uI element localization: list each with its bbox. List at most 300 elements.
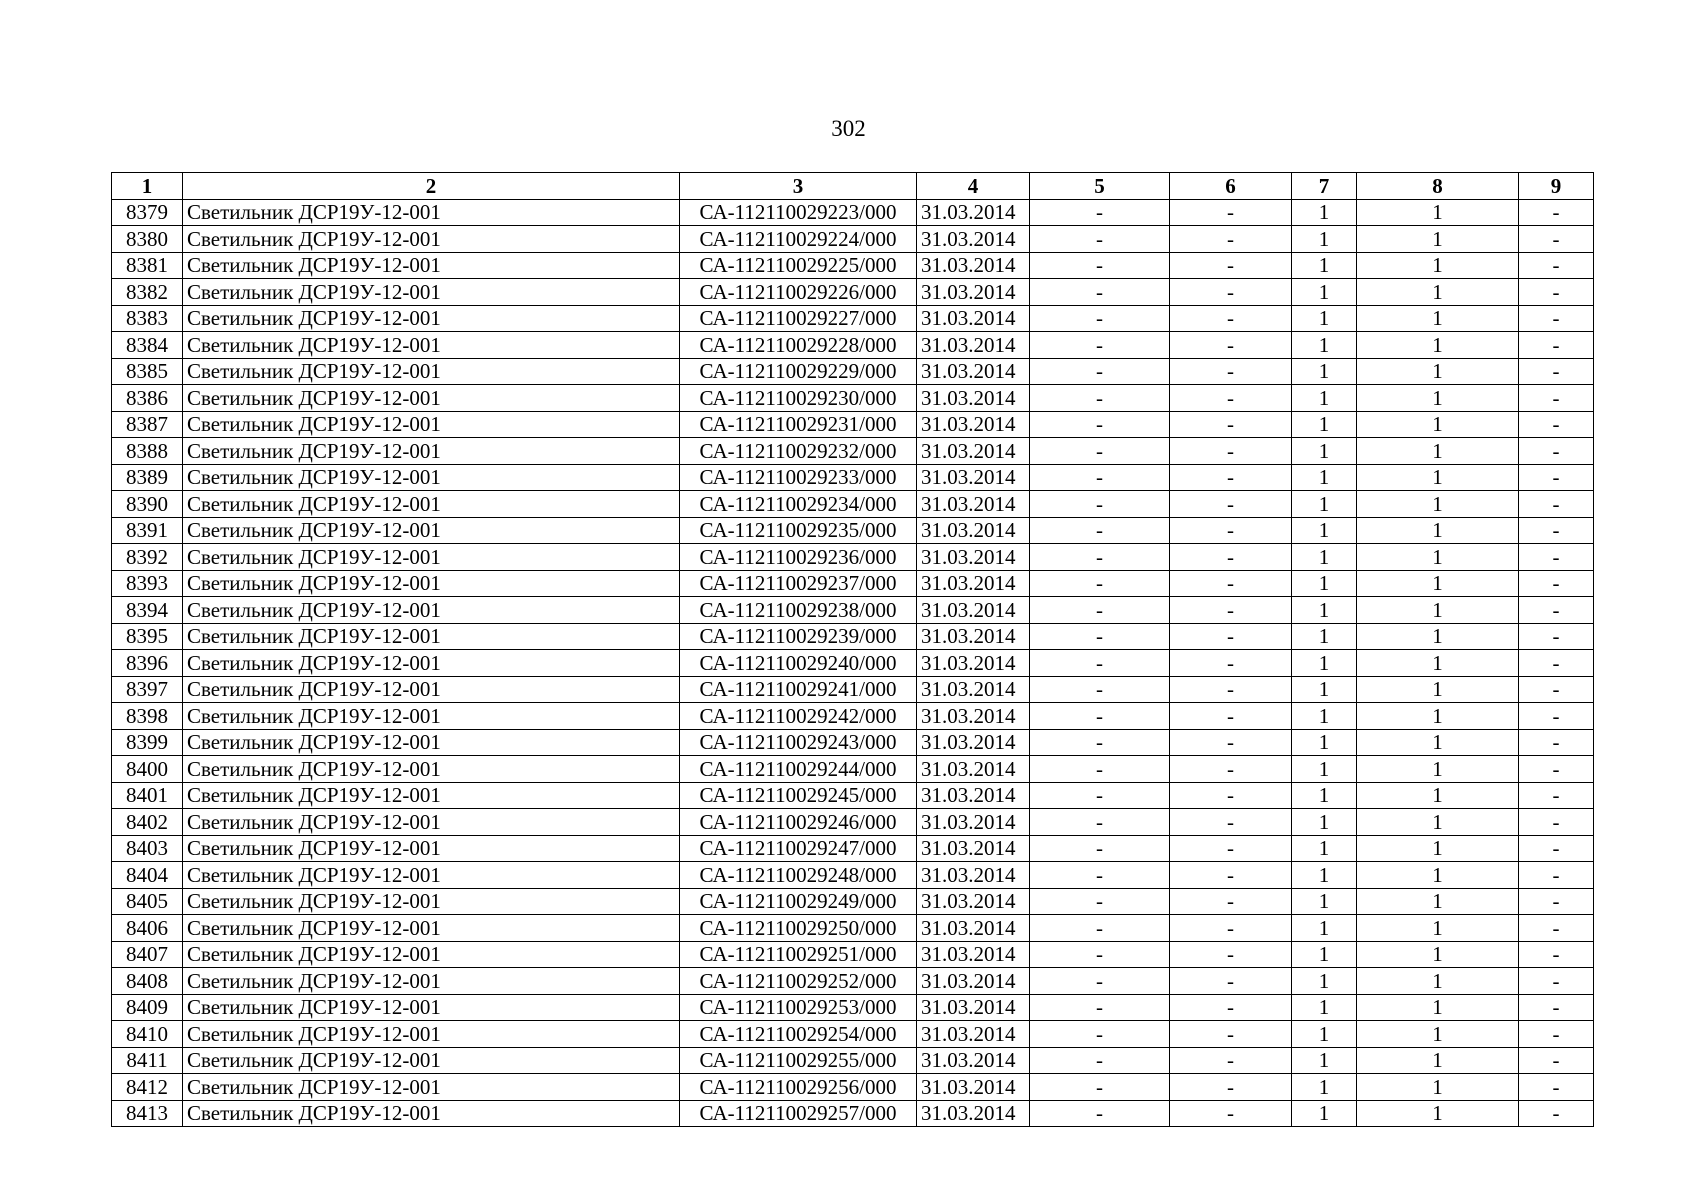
cell-inventory-code: СА-112110029225/000 [680,252,917,279]
cell-col-5: - [1030,756,1170,783]
cell-col-5: - [1030,199,1170,226]
column-header-8: 8 [1357,173,1519,200]
cell-col-7: 1 [1292,332,1357,359]
cell-col-5: - [1030,226,1170,253]
cell-row-number: 8408 [112,968,183,995]
table-row [112,411,1594,438]
cell-inventory-code: СА-112110029250/000 [680,915,917,942]
table-row [112,305,1594,332]
cell-col-8: 1 [1357,385,1519,412]
cell-col-6: - [1170,1100,1292,1127]
cell-col-6: - [1170,994,1292,1021]
cell-col-6: - [1170,597,1292,624]
cell-item-name: Светильник ДСР19У-12-001 [183,703,680,730]
cell-col-6: - [1170,358,1292,385]
cell-col-7: 1 [1292,411,1357,438]
cell-row-number: 8393 [112,570,183,597]
cell-row-number: 8391 [112,517,183,544]
cell-col-6: - [1170,517,1292,544]
table-row [112,358,1594,385]
cell-row-number: 8412 [112,1074,183,1101]
column-header-4: 4 [917,173,1030,200]
cell-col-9: - [1519,279,1594,306]
cell-col-6: - [1170,623,1292,650]
cell-row-number: 8406 [112,915,183,942]
cell-col-5: - [1030,385,1170,412]
cell-inventory-code: СА-112110029246/000 [680,809,917,836]
cell-col-8: 1 [1357,358,1519,385]
cell-col-9: - [1519,623,1594,650]
cell-col-5: - [1030,570,1170,597]
page-number: 302 [831,116,866,141]
cell-col-7: 1 [1292,517,1357,544]
cell-inventory-code: СА-112110029253/000 [680,994,917,1021]
cell-item-name: Светильник ДСР19У-12-001 [183,358,680,385]
cell-inventory-code: СА-112110029232/000 [680,438,917,465]
cell-col-7: 1 [1292,385,1357,412]
cell-col-5: - [1030,729,1170,756]
cell-col-5: - [1030,1047,1170,1074]
cell-date: 31.03.2014 [917,676,1030,703]
cell-date: 31.03.2014 [917,623,1030,650]
cell-col-6: - [1170,782,1292,809]
cell-date: 31.03.2014 [917,888,1030,915]
cell-col-6: - [1170,570,1292,597]
cell-row-number: 8395 [112,623,183,650]
cell-item-name: Светильник ДСР19У-12-001 [183,597,680,624]
cell-row-number: 8380 [112,226,183,253]
cell-item-name: Светильник ДСР19У-12-001 [183,915,680,942]
inventory-table [111,172,1594,1127]
cell-col-9: - [1519,385,1594,412]
cell-inventory-code: СА-112110029223/000 [680,199,917,226]
cell-row-number: 8396 [112,650,183,677]
cell-item-name: Светильник ДСР19У-12-001 [183,517,680,544]
cell-col-9: - [1519,809,1594,836]
cell-col-8: 1 [1357,941,1519,968]
table-row [112,915,1594,942]
column-header-5: 5 [1030,173,1170,200]
table-row [112,703,1594,730]
cell-item-name: Светильник ДСР19У-12-001 [183,756,680,783]
cell-inventory-code: СА-112110029251/000 [680,941,917,968]
cell-col-7: 1 [1292,941,1357,968]
cell-inventory-code: СА-112110029256/000 [680,1074,917,1101]
cell-col-8: 1 [1357,199,1519,226]
cell-col-8: 1 [1357,332,1519,359]
cell-col-9: - [1519,941,1594,968]
cell-col-9: - [1519,756,1594,783]
cell-col-7: 1 [1292,756,1357,783]
cell-col-6: - [1170,438,1292,465]
table-body [112,199,1594,1127]
cell-col-8: 1 [1357,968,1519,995]
cell-col-7: 1 [1292,650,1357,677]
table-row [112,252,1594,279]
cell-col-5: - [1030,279,1170,306]
cell-col-9: - [1519,517,1594,544]
cell-col-9: - [1519,862,1594,889]
cell-row-number: 8394 [112,597,183,624]
cell-inventory-code: СА-112110029234/000 [680,491,917,518]
cell-col-8: 1 [1357,279,1519,306]
cell-date: 31.03.2014 [917,915,1030,942]
cell-col-9: - [1519,676,1594,703]
cell-date: 31.03.2014 [917,968,1030,995]
cell-col-6: - [1170,1074,1292,1101]
table-row [112,1047,1594,1074]
cell-inventory-code: СА-112110029227/000 [680,305,917,332]
cell-col-6: - [1170,941,1292,968]
cell-col-9: - [1519,438,1594,465]
cell-row-number: 8411 [112,1047,183,1074]
table-row [112,544,1594,571]
cell-date: 31.03.2014 [917,570,1030,597]
cell-date: 31.03.2014 [917,729,1030,756]
cell-col-9: - [1519,1021,1594,1048]
cell-inventory-code: СА-112110029243/000 [680,729,917,756]
cell-item-name: Светильник ДСР19У-12-001 [183,862,680,889]
cell-col-5: - [1030,252,1170,279]
cell-row-number: 8381 [112,252,183,279]
cell-inventory-code: СА-112110029239/000 [680,623,917,650]
cell-col-5: - [1030,835,1170,862]
cell-date: 31.03.2014 [917,491,1030,518]
cell-inventory-code: СА-112110029235/000 [680,517,917,544]
cell-inventory-code: СА-112110029230/000 [680,385,917,412]
cell-col-5: - [1030,676,1170,703]
cell-col-8: 1 [1357,544,1519,571]
cell-row-number: 8397 [112,676,183,703]
cell-col-7: 1 [1292,252,1357,279]
cell-col-9: - [1519,729,1594,756]
cell-date: 31.03.2014 [917,252,1030,279]
cell-item-name: Светильник ДСР19У-12-001 [183,1047,680,1074]
cell-col-5: - [1030,888,1170,915]
cell-date: 31.03.2014 [917,464,1030,491]
table-row [112,1021,1594,1048]
cell-row-number: 8399 [112,729,183,756]
cell-col-5: - [1030,597,1170,624]
cell-col-5: - [1030,517,1170,544]
cell-col-8: 1 [1357,570,1519,597]
cell-col-7: 1 [1292,862,1357,889]
cell-date: 31.03.2014 [917,358,1030,385]
cell-col-9: - [1519,305,1594,332]
cell-col-6: - [1170,1021,1292,1048]
cell-date: 31.03.2014 [917,1047,1030,1074]
cell-col-9: - [1519,782,1594,809]
cell-row-number: 8385 [112,358,183,385]
cell-date: 31.03.2014 [917,1074,1030,1101]
cell-item-name: Светильник ДСР19У-12-001 [183,332,680,359]
cell-inventory-code: СА-112110029231/000 [680,411,917,438]
cell-inventory-code: СА-112110029226/000 [680,279,917,306]
cell-inventory-code: СА-112110029233/000 [680,464,917,491]
cell-col-5: - [1030,464,1170,491]
cell-col-5: - [1030,411,1170,438]
cell-col-8: 1 [1357,862,1519,889]
table-row [112,517,1594,544]
cell-item-name: Светильник ДСР19У-12-001 [183,464,680,491]
table-row [112,226,1594,253]
cell-item-name: Светильник ДСР19У-12-001 [183,809,680,836]
cell-row-number: 8386 [112,385,183,412]
cell-inventory-code: СА-112110029241/000 [680,676,917,703]
cell-inventory-code: СА-112110029255/000 [680,1047,917,1074]
cell-col-9: - [1519,888,1594,915]
cell-col-6: - [1170,332,1292,359]
cell-col-6: - [1170,650,1292,677]
cell-item-name: Светильник ДСР19У-12-001 [183,1074,680,1101]
cell-col-6: - [1170,888,1292,915]
table-row [112,835,1594,862]
cell-date: 31.03.2014 [917,597,1030,624]
cell-item-name: Светильник ДСР19У-12-001 [183,1021,680,1048]
table-row [112,1074,1594,1101]
cell-col-5: - [1030,994,1170,1021]
cell-col-7: 1 [1292,729,1357,756]
cell-col-9: - [1519,491,1594,518]
cell-col-7: 1 [1292,464,1357,491]
cell-col-5: - [1030,782,1170,809]
cell-col-8: 1 [1357,729,1519,756]
cell-inventory-code: СА-112110029257/000 [680,1100,917,1127]
column-header-2: 2 [183,173,680,200]
cell-col-9: - [1519,1074,1594,1101]
table-row [112,729,1594,756]
cell-col-9: - [1519,199,1594,226]
cell-col-6: - [1170,729,1292,756]
cell-col-7: 1 [1292,491,1357,518]
cell-row-number: 8383 [112,305,183,332]
cell-col-6: - [1170,305,1292,332]
cell-col-7: 1 [1292,226,1357,253]
cell-inventory-code: СА-112110029252/000 [680,968,917,995]
cell-col-5: - [1030,941,1170,968]
cell-col-5: - [1030,438,1170,465]
cell-col-7: 1 [1292,835,1357,862]
cell-row-number: 8404 [112,862,183,889]
cell-item-name: Светильник ДСР19У-12-001 [183,782,680,809]
cell-inventory-code: СА-112110029237/000 [680,570,917,597]
cell-col-6: - [1170,279,1292,306]
cell-row-number: 8388 [112,438,183,465]
cell-col-9: - [1519,1100,1594,1127]
table-row [112,464,1594,491]
cell-col-7: 1 [1292,676,1357,703]
cell-row-number: 8387 [112,411,183,438]
cell-col-5: - [1030,809,1170,836]
cell-col-8: 1 [1357,464,1519,491]
cell-col-8: 1 [1357,491,1519,518]
cell-row-number: 8401 [112,782,183,809]
table-row [112,862,1594,889]
cell-col-8: 1 [1357,994,1519,1021]
cell-date: 31.03.2014 [917,332,1030,359]
cell-date: 31.03.2014 [917,226,1030,253]
cell-col-7: 1 [1292,1021,1357,1048]
cell-row-number: 8413 [112,1100,183,1127]
cell-col-7: 1 [1292,968,1357,995]
table-row [112,438,1594,465]
table-row [112,756,1594,783]
cell-col-6: - [1170,703,1292,730]
cell-col-6: - [1170,1047,1292,1074]
cell-date: 31.03.2014 [917,305,1030,332]
cell-date: 31.03.2014 [917,411,1030,438]
cell-col-8: 1 [1357,1100,1519,1127]
cell-col-9: - [1519,915,1594,942]
cell-col-8: 1 [1357,782,1519,809]
cell-col-5: - [1030,1074,1170,1101]
cell-col-7: 1 [1292,358,1357,385]
cell-col-7: 1 [1292,1074,1357,1101]
cell-col-6: - [1170,226,1292,253]
cell-item-name: Светильник ДСР19У-12-001 [183,835,680,862]
cell-col-9: - [1519,411,1594,438]
cell-item-name: Светильник ДСР19У-12-001 [183,199,680,226]
cell-col-8: 1 [1357,1074,1519,1101]
cell-date: 31.03.2014 [917,1021,1030,1048]
cell-col-7: 1 [1292,570,1357,597]
cell-inventory-code: СА-112110029229/000 [680,358,917,385]
cell-col-5: - [1030,358,1170,385]
cell-col-8: 1 [1357,1021,1519,1048]
cell-col-8: 1 [1357,809,1519,836]
cell-item-name: Светильник ДСР19У-12-001 [183,491,680,518]
cell-col-6: - [1170,491,1292,518]
cell-col-6: - [1170,756,1292,783]
cell-row-number: 8409 [112,994,183,1021]
cell-col-9: - [1519,464,1594,491]
cell-item-name: Светильник ДСР19У-12-001 [183,305,680,332]
cell-col-8: 1 [1357,888,1519,915]
cell-col-7: 1 [1292,597,1357,624]
column-header-7: 7 [1292,173,1357,200]
cell-inventory-code: СА-112110029224/000 [680,226,917,253]
table-row [112,623,1594,650]
table-row [112,597,1594,624]
cell-col-7: 1 [1292,199,1357,226]
cell-row-number: 8389 [112,464,183,491]
cell-col-8: 1 [1357,252,1519,279]
cell-col-7: 1 [1292,994,1357,1021]
table-row [112,782,1594,809]
cell-col-7: 1 [1292,438,1357,465]
cell-col-9: - [1519,703,1594,730]
table-row [112,491,1594,518]
cell-inventory-code: СА-112110029240/000 [680,650,917,677]
table-row [112,888,1594,915]
cell-item-name: Светильник ДСР19У-12-001 [183,226,680,253]
table-row [112,570,1594,597]
cell-col-9: - [1519,252,1594,279]
cell-col-5: - [1030,968,1170,995]
column-header-3: 3 [680,173,917,200]
table-row [112,332,1594,359]
cell-date: 31.03.2014 [917,862,1030,889]
table-row [112,650,1594,677]
cell-row-number: 8407 [112,941,183,968]
cell-col-8: 1 [1357,623,1519,650]
cell-col-8: 1 [1357,650,1519,677]
table-row [112,968,1594,995]
cell-col-9: - [1519,226,1594,253]
cell-col-8: 1 [1357,756,1519,783]
cell-col-5: - [1030,491,1170,518]
cell-row-number: 8403 [112,835,183,862]
cell-inventory-code: СА-112110029228/000 [680,332,917,359]
cell-item-name: Светильник ДСР19У-12-001 [183,279,680,306]
cell-item-name: Светильник ДСР19У-12-001 [183,385,680,412]
cell-col-6: - [1170,411,1292,438]
cell-col-5: - [1030,1021,1170,1048]
cell-date: 31.03.2014 [917,385,1030,412]
cell-col-9: - [1519,332,1594,359]
cell-date: 31.03.2014 [917,756,1030,783]
cell-item-name: Светильник ДСР19У-12-001 [183,411,680,438]
cell-col-6: - [1170,199,1292,226]
cell-item-name: Светильник ДСР19У-12-001 [183,438,680,465]
cell-row-number: 8410 [112,1021,183,1048]
cell-col-9: - [1519,1047,1594,1074]
cell-row-number: 8402 [112,809,183,836]
cell-inventory-code: СА-112110029254/000 [680,1021,917,1048]
table-row [112,279,1594,306]
cell-inventory-code: СА-112110029242/000 [680,703,917,730]
cell-inventory-code: СА-112110029244/000 [680,756,917,783]
table-header-row [112,173,1594,200]
cell-col-7: 1 [1292,782,1357,809]
cell-col-9: - [1519,358,1594,385]
cell-col-5: - [1030,650,1170,677]
cell-col-6: - [1170,676,1292,703]
cell-col-8: 1 [1357,517,1519,544]
cell-col-8: 1 [1357,1047,1519,1074]
cell-col-9: - [1519,650,1594,677]
cell-inventory-code: СА-112110029245/000 [680,782,917,809]
cell-date: 31.03.2014 [917,941,1030,968]
cell-item-name: Светильник ДСР19У-12-001 [183,676,680,703]
cell-item-name: Светильник ДСР19У-12-001 [183,1100,680,1127]
cell-col-5: - [1030,915,1170,942]
cell-item-name: Светильник ДСР19У-12-001 [183,623,680,650]
cell-col-5: - [1030,305,1170,332]
cell-col-6: - [1170,464,1292,491]
cell-col-8: 1 [1357,835,1519,862]
cell-col-8: 1 [1357,305,1519,332]
cell-item-name: Светильник ДСР19У-12-001 [183,941,680,968]
cell-date: 31.03.2014 [917,994,1030,1021]
table-row [112,385,1594,412]
cell-col-6: - [1170,915,1292,942]
cell-col-7: 1 [1292,1047,1357,1074]
cell-item-name: Светильник ДСР19У-12-001 [183,252,680,279]
cell-col-5: - [1030,623,1170,650]
cell-col-9: - [1519,994,1594,1021]
cell-date: 31.03.2014 [917,809,1030,836]
cell-date: 31.03.2014 [917,544,1030,571]
cell-row-number: 8390 [112,491,183,518]
cell-row-number: 8382 [112,279,183,306]
cell-col-5: - [1030,544,1170,571]
cell-item-name: Светильник ДСР19У-12-001 [183,968,680,995]
cell-inventory-code: СА-112110029249/000 [680,888,917,915]
cell-item-name: Светильник ДСР19У-12-001 [183,994,680,1021]
cell-inventory-code: СА-112110029238/000 [680,597,917,624]
cell-item-name: Светильник ДСР19У-12-001 [183,650,680,677]
